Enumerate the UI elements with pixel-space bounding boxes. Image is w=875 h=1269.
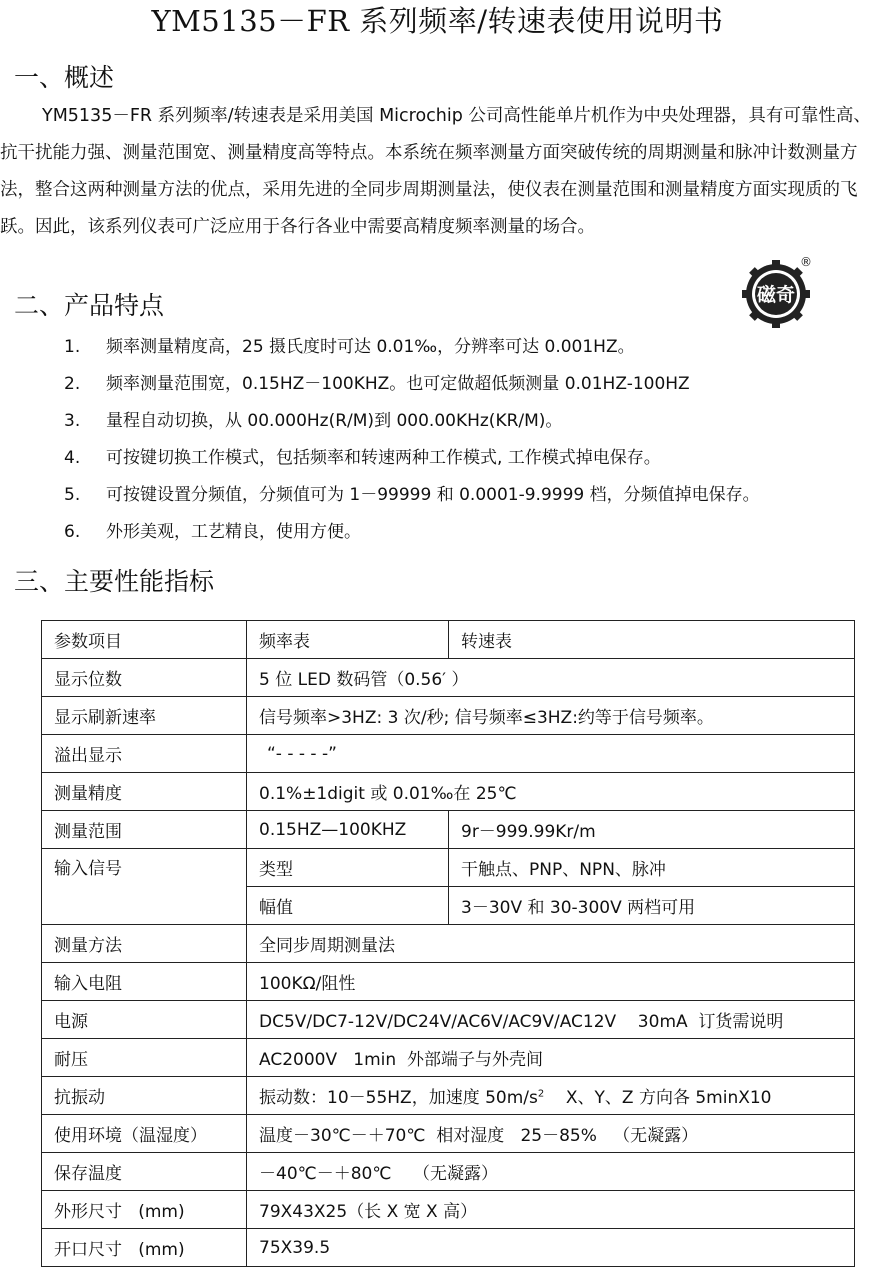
document-title: YM5135－FR 系列频率/转速表使用说明书 [151,4,724,38]
table-row: 输入信号 类型 干触点、PNP、NPN、脉冲 [42,849,855,887]
spec-table [41,620,855,1267]
brand-logo [736,252,816,332]
table-row: 显示刷新速率 信号频率>3HZ: 3 次/秒; 信号频率≤3HZ:约等于信号频率。 [42,697,855,735]
table-row: 输入电阻 100KΩ/阻性 [42,963,855,1001]
table-row: 抗振动 振动数：10－55HZ，加速度 $50m/s^2$ X、Y、Z 方向各 5minX10 [42,1077,855,1115]
overview-paragraph: YM5135－FR 系列频率/转速表是采用美国 Microchip 公司高性能单片机作为中央处理器，具有可靠性高、抗干扰能力强、测量范围宽、测量精度高等特点。本系统在频率测量方面突破传统的周期测量和脉冲计数测量方法，整合这两种测量方法的优点，采用先进的全同步周期测量法，使仪表在测量范围和测量精度方面实现质的飞跃。因此，该系列仪表可广泛应用于各行各业中需要高精度频率测量的场合。 [0,106,871,237]
list-item: 2. 频率测量范围宽，0.15HZ－100KHZ。也可定做超低频测量 0.01HZ-100HZ [64,374,690,394]
table-row: 使用环境（温湿度） 温度－30℃－＋70℃ 相对湿度 25－85% （无凝露） [42,1115,855,1153]
section-heading-specs: 三、主要性能指标 [14,567,215,596]
list-item: 5. 可按键设置分频值，分频值可为 1－99999 和 0.0001-9.9999 档，分频值掉电保存。 [64,485,760,505]
list-item: 6. 外形美观，工艺精良，使用方便。 [64,522,361,542]
table-row: 开口尺寸 (mm) 75X39.5 [42,1229,855,1267]
gear-logo-icon [736,252,816,332]
table-row: 保存温度 －40℃－＋80℃ （无凝露） [42,1153,855,1191]
table-row: 耐压 AC2000V 1min 外部端子与外壳间 [42,1039,855,1077]
registered-mark: ® [800,255,812,269]
section-heading-overview: 一、概述 [14,63,115,92]
section-heading-features: 二、产品特点 [14,291,165,320]
table-row: 测量精度 0.1%±1digit 或 0.01‰在 25℃ [42,773,855,811]
list-item: 1. 频率测量精度高，25 摄氏度时可达 0.01‰，分辨率可达 0.001HZ。 [64,337,635,357]
table-row: 电源 DC5V/DC7-12V/DC24V/AC6V/AC9V/AC12V 30mA 订货需说明 [42,1001,855,1039]
logo-text: 磁奇 [756,284,796,306]
table-row: 显示位数 5 位 LED 数码管（0.56′ ） [42,659,855,697]
table-row: 溢出显示 “- - - - -” [42,735,855,773]
table-row: 测量方法 全同步周期测量法 [42,925,855,963]
table-row: 测量范围 0.15HZ—100KHZ 9r－999.99Kr/m [42,811,855,849]
table-row: 外形尺寸 (mm) 79X43X25（长 X 宽 X 高） [42,1191,855,1229]
feature-list [64,329,760,551]
list-item: 4. 可按键切换工作模式，包括频率和转速两种工作模式, 工作模式掉电保存。 [64,448,661,468]
table-row: 幅值 3－30V 和 30-300V 两档可用 [42,887,855,925]
list-item: 3. 量程自动切换，从 00.000Hz(R/M)到 000.00KHz(KR/M)。 [64,411,563,431]
table-header-row: 参数项目 频率表 转速表 [42,621,855,659]
